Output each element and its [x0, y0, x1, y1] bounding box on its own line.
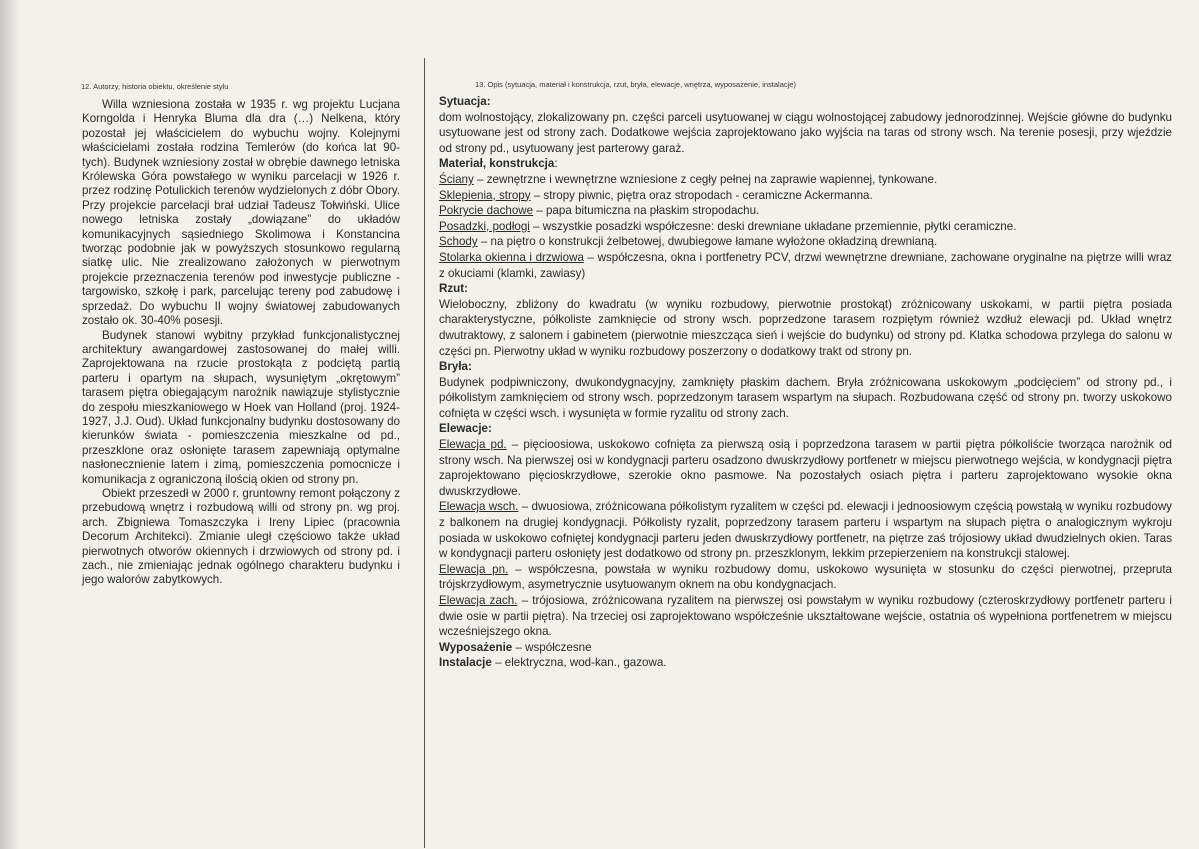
material-item-floors	[439, 219, 1172, 235]
instalacje-label: Instalacje	[439, 656, 492, 670]
elewacje-heading: Elewacje:	[439, 422, 492, 436]
elevation-desc: – pięcioosiowa, uskokowo cofnięta za pierwszą osią i poprzedzona tarasem w partii piętra półkoliście tworząca narożnik od strony wsch. Na pierwszej osi w kondygnacji parteru osadzono dwuskrzydłowy portfenetr w miejscu pierwotnego wejścia, w kondygnacji piętra zaprojektowano pięcioskrzydłowe, szerokie okno pasmowe. Na pozostałych osiach piętra i parteru zaprojektowano wysokie okna dwuskrzydłowe.	[439, 438, 1172, 498]
bryla-text: Budynek podpiwniczony, dwukondygnacyjny, zamknięty płaskim dachem. Bryła zróżnicowana uskokowym „podcięciem” od strony pd., i półkolistym zamknięciem od strony wsch. poprzedzonym tarasem wspartym na słupach. Rozbudowana część od strony pn. tworzy uskokowo cofnięta w części wsch. i wysunięta w formie ryzalitu od strony zach.	[439, 375, 1172, 420]
material-desc: – wszystkie posadzki współczesne: deski drewniane układane przemiennie, płytki ceramiczne.	[529, 219, 1017, 233]
history-paragraph-1: Willa wzniesiona została w 1935 r. wg projektu Lucjana Korngolda i Henryka Bluma dla dra (…) Nelkena, który pozostał jej właścicielem do wybuchu wojny. Kolejnymi właścicielami została rodzina Temlerów (do końca lat 90-tych). Budynek wzniesiony został w obrębie dawnego letniska Królewska Góra powstałego w wyniku parcelacji w 1926 r. przez rodzinę Potulickich terenów wydzielonych z dóbr Obory. Przy projekcie parcelacji brał udział Tadeusz Tołwiński. Ulice nowego letniska zostały „dowiązane” do układów komunikacyjnych sąsiedniego Skolimowa i Konstancina tworząc podobnie jak w powyższych stosunkowo regularną siatkę ulic. Nie zrealizowano założonych w pierwotnym projekcie przeznaczenia terenów pod inwestycje publiczne - targowisko, szkołę i park, parcelując tereny pod zabudowę i sprzedaż. Do wybuchu II wojny światowej zabudowanych zostało ok. 30-40% posesji.	[82, 98, 400, 328]
material-desc: – zewnętrzne i wewnętrzne wzniesione z cegły pełnej na zaprawie wapiennej, tynkowane.	[473, 172, 938, 186]
material-item-walls	[439, 172, 1172, 188]
bryla-heading: Bryła:	[439, 360, 472, 374]
material-term: Schody	[439, 235, 478, 249]
wyposazenie-label: Wyposażenie	[439, 640, 513, 654]
material-label: Materiał, konstrukcja	[439, 157, 555, 171]
material-term: Ściany	[439, 172, 474, 186]
wyposazenie-text: – współczesne	[512, 640, 592, 654]
material-term: Pokrycie dachowe	[439, 204, 534, 218]
elevation-desc: – współczesna, powstała w wyniku rozbudowy domu, uskokowo wysunięta w stosunku do części pierwotnej, przepruta trójskrzydłowym, asymetrycznie usytuowanym oknem na obu kondygnacjach.	[439, 562, 1172, 592]
elevation-term: Elewacja pn.	[439, 562, 509, 576]
elevation-term: Elewacja zach.	[439, 594, 518, 607]
right-column	[439, 80, 1172, 671]
material-term: Sklepienia, stropy	[439, 188, 531, 202]
elevation-desc: – trójosiowa, zróżnicowana ryzalitem na pierwszej osi powstałym w wyniku rozbudowy (czteroskrzydłowy portfenetr parteru i dwie osie w partii piętra). Na trzeciej osi zaprojektowano współcześnie ukształtowane wejście, ostatnia oś wypełniona portfenetrem w miejscu wcześniejszego okna.	[439, 594, 1172, 639]
material-colon: :	[554, 157, 558, 171]
material-desc: – na piętro o konstrukcji żelbetowej, dwubiegowe łamane wyłożone okładziną drewnianą.	[477, 235, 938, 249]
column-divider	[424, 58, 425, 848]
elevation-west	[439, 593, 1172, 640]
instalacje-line	[439, 655, 1172, 671]
material-item-stairs	[439, 234, 1172, 250]
history-paragraph-2: Budynek stanowi wybitny przykład funkcjonalistycznej architektury awangardowej zastosowanej do małej willi. Zaprojektowana na rzucie prostokąta z podciętą partią parteru i opartym na słupach, wysuniętym „okrętowym” tarasem piętra obiegającym narożnik nawiązuje stylistycznie do zespołu mieszkaniowego w Hoek van Holland (proj. 1924-1927, J.J. Oud). Układ funkcjonalny budynku dostosowany do kierunków świata - pomieszczenia mieszkalne od pd., przeszklone oraz osłonięte tarasem zapewniają optymalne nasłonecznienie latem i zimą, pomieszczenia pomocnicze i komunikacja z ograniczoną ilością okien od strony pn.	[82, 328, 400, 486]
section-13-header: 13. Opis (sytuacja, materiał i konstrukcja, rzut, bryła, elewacje, wnętrza, wyposażenie, instalacje)	[475, 80, 796, 89]
material-desc: – stropy piwnic, piętra oraz stropodach - ceramiczne Ackermanna.	[530, 188, 873, 202]
instalacje-text: – elektryczna, wod-kan., gazowa.	[491, 656, 667, 670]
material-item-ceilings	[439, 188, 1172, 204]
elevation-term: Elewacja pd.	[439, 438, 507, 452]
sytuacja-text: dom wolnostojący, zlokalizowany pn. części parceli usytuowanej w ciągu wolnostojącej zabudowy jednorodzinnej. Wejście główne do budynku usytuowane jest od strony zach. Dodatkowe wejścia zaprojektowano jako wyjścia na taras od strony wsch. Na terenie posesji, przy wjeździe od strony pd., usytuowany jest parterowy garaż.	[439, 110, 1172, 155]
left-column	[82, 82, 400, 588]
rzut-heading: Rzut:	[439, 282, 468, 296]
material-term: Stolarka okienna i drzwiowa	[439, 250, 584, 264]
material-item-roof	[439, 203, 1172, 219]
material-item-joinery	[439, 250, 1172, 281]
material-heading	[439, 156, 1172, 172]
material-term: Posadzki, podłogi	[439, 219, 530, 233]
section-12-header: 12. Autorzy, historia obiektu, określenie stylu	[81, 82, 229, 91]
sytuacja-heading: Sytuacja:	[439, 95, 491, 108]
material-desc: – współczesna, okna i portfenetry PCV, drzwi wewnętrzne drewniane, zachowane oryginalne na piętrze willi wraz z okuciami (klamki, zawiasy)	[439, 250, 1172, 280]
elevation-desc: – dwuosiowa, zróżnicowana półkolistym ryzalitem w części pd. elewacji i jednoosiowym częścią powstałą w wyniku rozbudowy z balkonem na drugiej kondygnacji. Półkolisty ryzalit, poprzedzony tarasem parteru i wspartym na słupach piętra o analogicznym wykroju posiada w uskokowo cofniętej kondygnacji parteru jeden dwuskrzydłowy portfenetr, na piętrze zaś trójosiowy układ dwudzielnych okien. Taras w kondygnacji parteru osłonięty jest dodatkowo od strony pn. przeszklonym, lekkim przepierzeniem na konstrukcji stalowej.	[439, 500, 1172, 561]
material-desc: – papa bitumiczna na płaskim stropodachu.	[533, 204, 760, 218]
scan-edge-shadow	[0, 0, 20, 849]
elevation-north	[439, 562, 1172, 593]
rzut-text: Wieloboczny, zbliżony do kwadratu (w wyniku rozbudowy, pierwotnie prostokąt) zróżnicowany uskokami, w partii piętra posiada charakterystyczne, półkoliste zamknięcie od strony wsch. poprzedzone tarasem rozpiętym również wzdłuż elewacji pd. Układ wnętrz dwutraktowy, z salonem i gabinetem (pierwotnie mieszcząca sień i wejście do budynku) od strony pd. Klatka schodowa przylega do salonu w części pn. Pierwotny układ w wyniku rozbudowy poszerzony o dodatkowy trakt od strony pn.	[439, 297, 1172, 358]
elevation-term: Elewacja wsch.	[439, 500, 519, 514]
wyposazenie-line	[439, 640, 1172, 656]
history-paragraph-3: Obiekt przeszedł w 2000 r. gruntowny remont połączony z przebudową wnętrz i rozbudową willi od strony pn. wg proj. arch. Zbigniewa Tomaszczyka i Ireny Lipiec (pracownia Decorum Architekci). Zmianie uległ częściowo także układ pierwotnych otworów okiennych i drzwiowych od strony pd. i zach., nie zmieniając jednak ogólnego charakteru budynku i jego walorów zabytkowych.	[82, 486, 400, 587]
elevation-east	[439, 499, 1172, 561]
elevation-south	[439, 437, 1172, 499]
